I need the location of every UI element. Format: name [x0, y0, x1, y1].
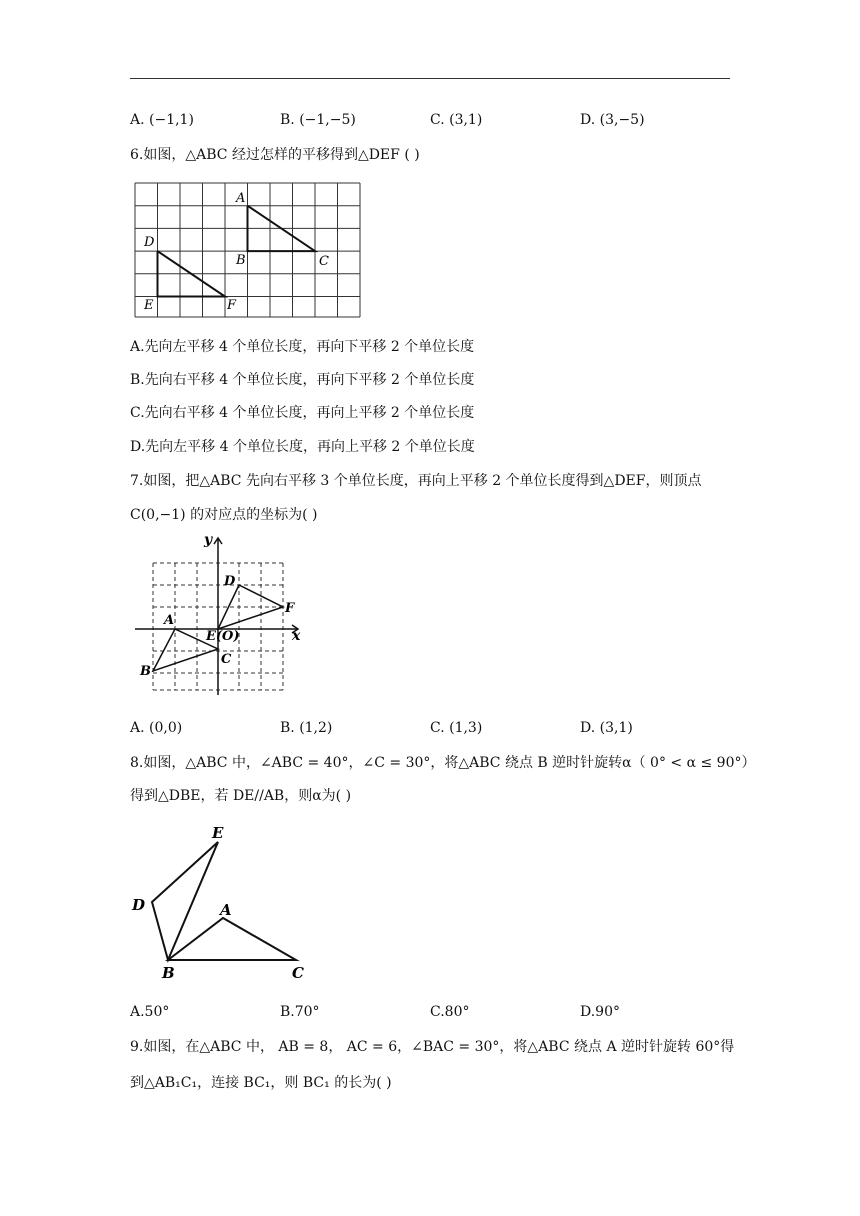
q6-label-a: A [236, 191, 246, 206]
q6-label-b: B [236, 253, 246, 268]
q6-option-c[interactable]: C.先向右平移 4 个单位长度，再向上平移 2 个单位长度 [130, 405, 475, 421]
q5-option-c[interactable]: C. (3,1) [430, 112, 483, 128]
q6-option-d[interactable]: D.先向左平移 4 个单位长度，再向上平移 2 个单位长度 [130, 439, 475, 455]
q7-label-d: D [224, 574, 236, 589]
q7-stem-line2: C(0,−1) 的对应点的坐标为( ) [130, 507, 318, 523]
q7-label-b: B [140, 664, 151, 679]
q8-rotation-figure [128, 820, 338, 985]
q7-coordinate-figure [130, 530, 310, 695]
q8-option-a[interactable]: A.50° [130, 1004, 170, 1020]
q7-option-a[interactable]: A. (0,0) [130, 720, 183, 736]
q6-label-f: F [227, 298, 237, 313]
q7-label-c: C [221, 652, 232, 667]
q6-label-d: D [144, 235, 155, 250]
q8-stem-line1: 8.如图，△ABC 中，∠ABC = 40°，∠C = 30°，将△ABC 绕点 B 逆时针旋转α（ 0° < α ≤ 90°） [130, 755, 756, 771]
q7-option-b[interactable]: B. (1,2) [280, 720, 333, 736]
q6-option-a[interactable]: A.先向左平移 4 个单位长度，再向下平移 2 个单位长度 [130, 339, 475, 355]
q5-option-d[interactable]: D. (3,−5) [580, 112, 645, 128]
q5-option-a[interactable]: A. (−1,1) [130, 112, 194, 128]
q7-label-f: F [285, 601, 295, 616]
q8-label-a: A [220, 901, 232, 919]
q7-option-c[interactable]: C. (1,3) [430, 720, 483, 736]
q8-label-d: D [132, 896, 146, 914]
q7-label-x: x [292, 628, 301, 644]
q7-option-d[interactable]: D. (3,1) [580, 720, 633, 736]
q7-label-y: y [204, 532, 213, 548]
q8-stem-line2: 得到△DBE，若 DE//AB，则α为( ) [130, 788, 352, 804]
q9-stem-line2: 到△AB₁C₁，连接 BC₁，则 BC₁ 的长为( ) [130, 1075, 392, 1091]
header-rule [130, 78, 730, 79]
q7-label-a: A [164, 613, 175, 628]
q8-triangle-abc [168, 918, 296, 960]
q7-label-eo: E(O) [206, 629, 240, 644]
q6-grid-figure [130, 178, 365, 320]
q8-label-c: C [292, 964, 304, 982]
q8-triangle-dbe [152, 842, 218, 960]
q8-option-c[interactable]: C.80° [430, 1004, 470, 1020]
q6-stem: 6.如图，△ABC 经过怎样的平移得到△DEF ( ) [130, 147, 420, 163]
q6-label-e: E [144, 298, 154, 313]
q8-label-e: E [212, 824, 224, 842]
q9-stem-line1: 9.如图，在△ABC 中， AB = 8， AC = 6，∠BAC = 30°，将△ABC 绕点 A 逆时针旋转 60°得 [130, 1039, 735, 1055]
q6-label-c: C [319, 254, 329, 269]
q6-option-b[interactable]: B.先向右平移 4 个单位长度，再向下平移 2 个单位长度 [130, 372, 475, 388]
q8-option-b[interactable]: B.70° [280, 1004, 320, 1020]
q8-option-d[interactable]: D.90° [580, 1004, 620, 1020]
q7-stem-line1: 7.如图，把△ABC 先向右平移 3 个单位长度，再向上平移 2 个单位长度得到△DEF，则顶点 [130, 473, 702, 489]
q5-option-b[interactable]: B. (−1,−5) [280, 112, 356, 128]
q8-label-b: B [162, 964, 175, 982]
